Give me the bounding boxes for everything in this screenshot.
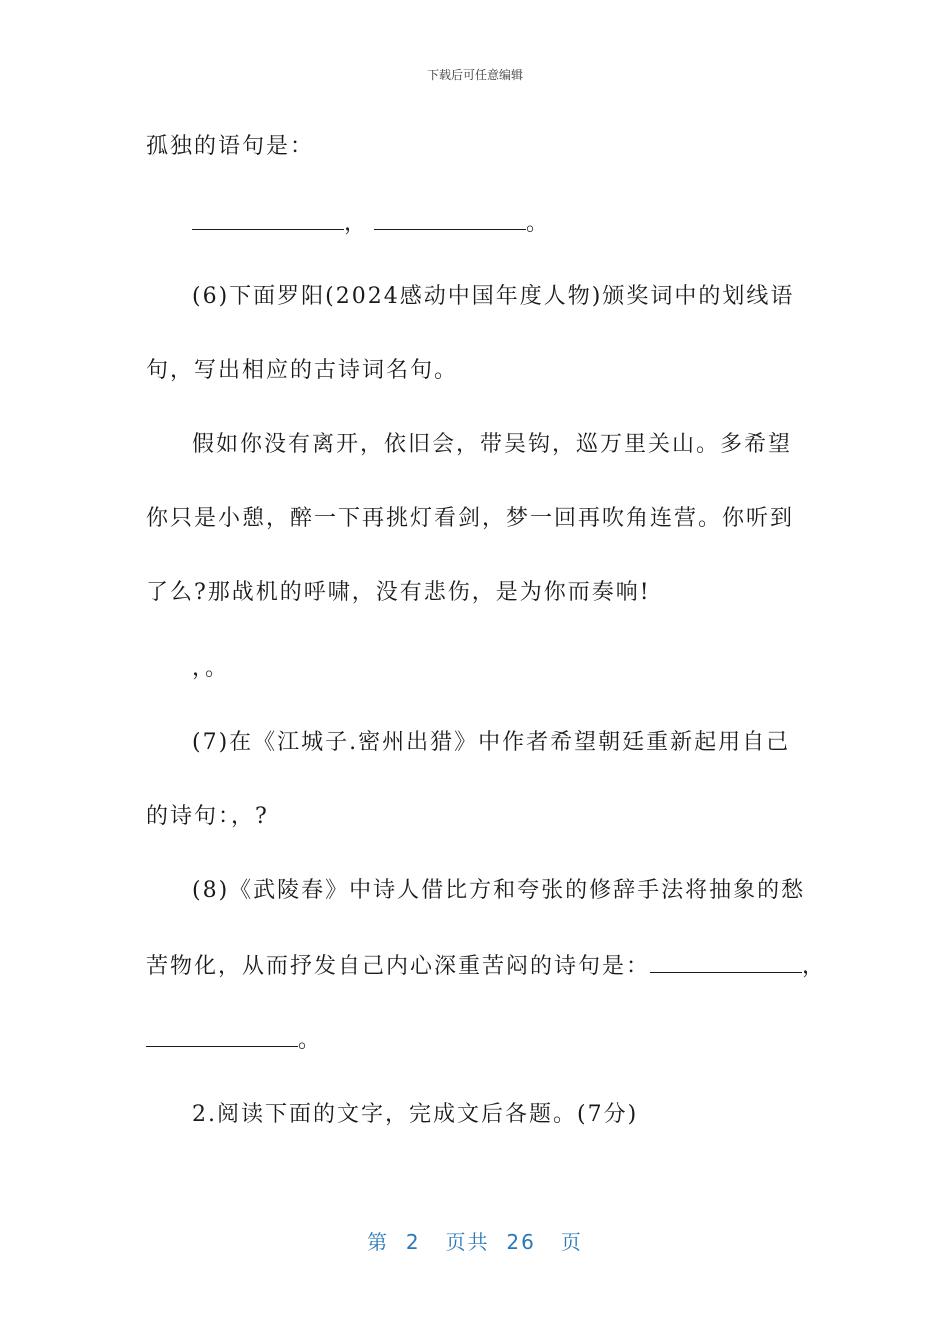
period: 。: [526, 211, 551, 236]
text-line: 假如你没有离开，依旧会，带吴钩，巡万里关山。多希望: [192, 432, 793, 457]
text-line: 的诗句：，?: [146, 804, 269, 829]
separator: ，: [344, 211, 369, 236]
text-line: [146, 952, 826, 982]
page-footer: [0, 1226, 950, 1255]
answer-blank[interactable]: [650, 952, 802, 973]
question-8: (8)《武陵春》中诗人借比方和夸张的修辞手法将抽象的愁: [192, 878, 806, 903]
answer-line: [192, 209, 550, 239]
answer-blank[interactable]: [374, 209, 526, 230]
text-line: 了么?那战机的呼啸，没有悲伤，是为你而奏响!: [146, 580, 651, 605]
line-text: 苦物化，从而抒发自己内心深重苦闷的诗句是：: [146, 954, 651, 979]
page-suffix: 页: [560, 1230, 583, 1254]
text-line: 你只是小憩，醉一下再挑灯看剑，梦一回再吹角连营。你听到: [146, 506, 795, 531]
page-header: 下载后可任意编辑: [426, 68, 523, 82]
page-prefix: 第: [367, 1230, 390, 1254]
page-mid: 页共: [445, 1230, 490, 1254]
text-line: 句，写出相应的古诗词名句。: [146, 358, 459, 383]
text-line: 孤独的语句是：: [146, 134, 315, 159]
answer-blank[interactable]: [146, 1026, 298, 1047]
total-pages: 26: [506, 1230, 536, 1254]
section-heading: 2.阅读下面的文字，完成文后各题。(7分): [192, 1102, 639, 1127]
answer-line: [146, 1026, 322, 1056]
answer-line: ，。: [192, 656, 230, 681]
period: 。: [298, 1028, 323, 1053]
answer-blank[interactable]: [192, 209, 344, 230]
question-6: (6)下面罗阳(2024感动中国年度人物)颁奖词中的划线语: [192, 284, 795, 309]
question-7: (7)在《江城子.密州出猎》中作者希望朝廷重新起用自己: [192, 730, 791, 755]
current-page: 2: [405, 1230, 421, 1254]
separator: ，: [802, 954, 827, 979]
